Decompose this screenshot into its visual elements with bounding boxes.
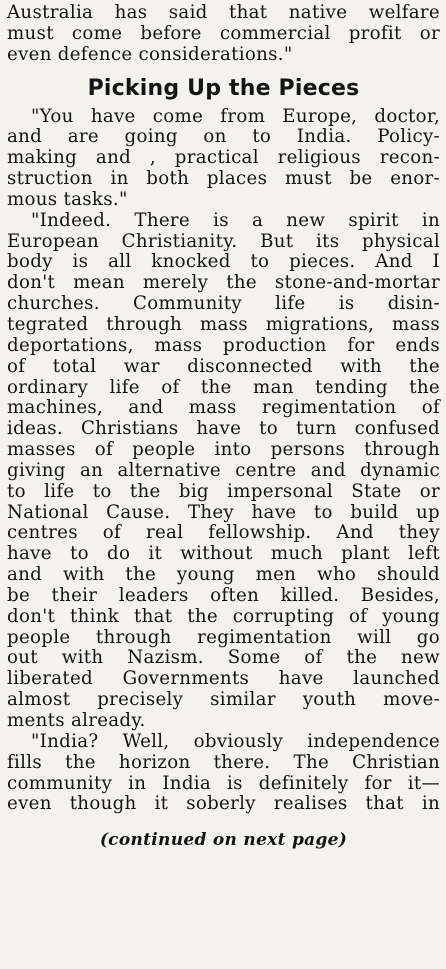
paragraph-europe — [7, 211, 440, 732]
text-line: and with the young men who should — [7, 564, 440, 586]
text-line: people through regimentation will go — [7, 626, 440, 648]
text-line: Australia has said that native welfare — [7, 2, 440, 23]
text-line: ideas. Christians have to turn confused — [7, 418, 440, 440]
text-line: must come before commercial profit or — [7, 22, 440, 44]
text-line: ments already. — [7, 710, 146, 731]
text-line: liberated Governments have launched — [7, 668, 440, 690]
paragraph-question — [7, 107, 440, 211]
text-line: "India? Well, obviously independence — [31, 730, 440, 752]
text-line: giving an alternative centre and dynamic — [7, 459, 440, 481]
text-line: fills the horizon there. The Christian — [7, 751, 440, 773]
text-line: machines, and mass regimentation of — [7, 397, 440, 419]
text-line: National Cause. They have to build up — [7, 501, 440, 523]
text-line: masses of people into persons through — [7, 439, 440, 461]
intro-paragraph — [7, 3, 440, 66]
text-line: ordinary life of the man tending the — [7, 376, 440, 398]
paragraph-india — [7, 732, 440, 815]
text-line: even though it soberly realises that in — [7, 793, 440, 815]
text-line: body is all knocked to pieces. And I — [7, 251, 440, 273]
text-line: of total war disconnected with the — [7, 355, 440, 377]
text-line: and are going on to India. Policy- — [7, 126, 440, 148]
text-line: tegrated through mass migrations, mass — [7, 313, 440, 335]
text-line: community in India is definitely for it— — [7, 772, 440, 794]
text-line: almost precisely similar youth move- — [7, 689, 440, 711]
text-line: be their leaders often killed. Besides, — [7, 584, 440, 606]
text-line: to life to the big impersonal State or — [7, 480, 440, 502]
text-line: don't mean merely the stone-and-mortar — [7, 272, 440, 294]
text-line: mous tasks." — [7, 188, 128, 210]
text-line: centres of real fellowship. And they — [7, 522, 440, 544]
text-line: struction in both places must be enor- — [7, 168, 440, 190]
text-line: out with Nazism. Some of the new — [7, 647, 440, 669]
text-line: don't think that the corrupting of young — [7, 605, 440, 627]
text-line: deportations, mass production for ends — [7, 334, 440, 356]
text-line: even defence considerations." — [7, 43, 293, 65]
continued-notice: (continued on next page) — [99, 830, 348, 851]
text-line: making and , practical religious recon- — [7, 147, 440, 169]
text-line: European Christianity. But its physical — [7, 230, 440, 252]
text-line: have to do it without much plant left — [7, 543, 440, 565]
text-line: "You have come from Europe, doctor, — [31, 105, 440, 127]
text-line: churches. Community life is disin- — [7, 293, 440, 315]
text-line: "Indeed. There is a new spirit in — [31, 209, 440, 231]
section-heading: Picking Up the Pieces — [87, 75, 360, 101]
